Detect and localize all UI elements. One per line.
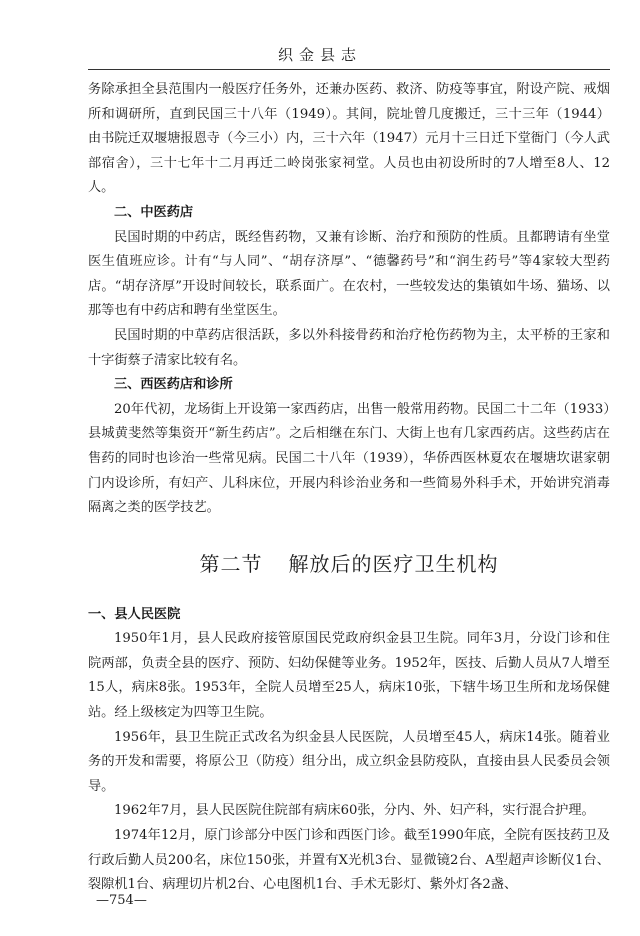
paragraph: 1962年7月，县人民医院住院部有病床60张，分内、外、妇产科，实行混合护理。 bbox=[114, 803, 595, 819]
section-title bbox=[88, 549, 610, 579]
page-number: —754— bbox=[96, 893, 147, 908]
running-header: 织金县志 bbox=[277, 46, 362, 64]
subsection-heading-western-medicine: 三、西医药店和诊所 bbox=[114, 377, 233, 393]
paragraph: 1950年1月，县人民政府接管原国民党政府织金县卫生院。同年3月，分设门诊和住院两部，负责全县的医疗、预防、妇幼保健等业务。1952年，医技、后勤人员从7人增至15人，病床8张。1953年，全院人员增至25人，病床10张，下辖牛场卫生所和龙场保健站。经上级核定为四等卫生院。 bbox=[88, 631, 610, 721]
paragraph: 1974年12月，原门诊部分中医门诊和西医门诊。截至1990年底，全院有医技药卫及行政后勤人员200名，床位150张，并置有X光机3台、显微镜2台、A型超声诊断仪1台、裂隙机1台、病理切片机2台、心电图机1台、手术无影灯、紫外灯各2盏、 bbox=[88, 828, 610, 893]
paragraph: 1956年，县卫生院正式改名为织金县人民医院，人员增至45人，病床14张。随着业务的开发和需要，将原公卫（防疫）组分出，成立织金县防疫队，直接由县人民委员会领导。 bbox=[88, 729, 610, 794]
paragraph: 民国时期的中草药店很活跃，多以外科接骨药和治疗枪伤药物为主，太平桥的王家和十字街蔡子清家比较有名。 bbox=[88, 327, 610, 368]
page-body bbox=[88, 78, 610, 898]
section-name: 解放后的医疗卫生机构 bbox=[288, 551, 499, 576]
header-rule bbox=[88, 69, 610, 70]
subsection-heading-chinese-medicine: 二、中医药店 bbox=[114, 204, 194, 220]
section-number: 第二节 bbox=[199, 551, 263, 576]
paragraph: 民国时期的中药店，既经售药物，又兼有诊断、治疗和预防的性质。且都聘请有坐堂医生值班应诊。计有“与人同”、“胡存济厚”、“德馨药号”和“润生药号”等4家较大型药店。“胡存济厚”开设时间较长，联系面广。在农村，一些较发达的集镇如牛场、猫场、以那等也有中药店和聘有坐堂医生。 bbox=[88, 229, 610, 319]
subsection-heading-county-hospital: 一、县人民医院 bbox=[88, 606, 181, 622]
paragraph-continued: 务除承担全县范围内一般医疗任务外，还兼办医药、救济、防疫等事宜，附设产院、戒烟所和调研所，直到民国三十八年（1949）。其间，院址曾几度搬迁，三十三年（1944）由书院迁双堰塘报恩寺（今三小）内，三十六年（1947）元月十三日迁下堂衙门（今人武部宿舍），三十七年十二月再迁二岭岗张家祠堂。人员也由初设所时的7人增至8人、12人。 bbox=[88, 82, 610, 196]
paragraph: 20年代初，龙场街上开设第一家西药店，出售一般常用药物。民国二十二年（1933）县城黄斐然等集资开“新生药店”。之后相继在东门、大街上也有几家西药店。这些药店在售药的同时也诊治一些常见病。民国二十八年（1939），华侨西医林夏农在堰塘坎谌家朝门内设诊所，有妇产、儿科床位，开展内科诊治业务和一些简易外科手术，开始讲究消毒隔离之类的医学技艺。 bbox=[88, 401, 610, 516]
